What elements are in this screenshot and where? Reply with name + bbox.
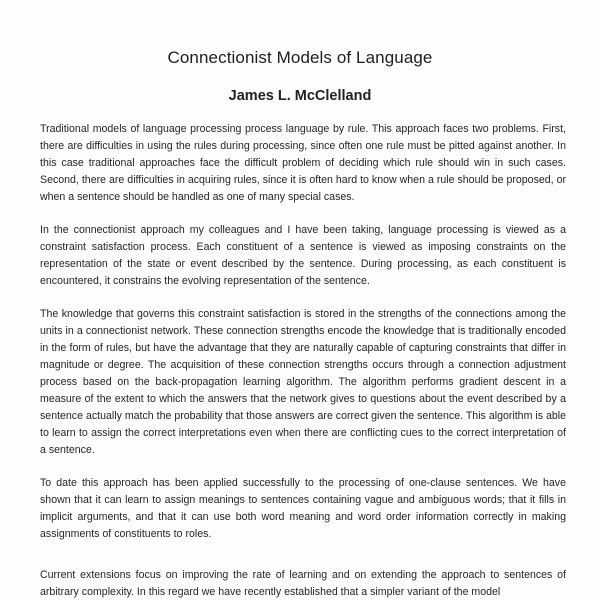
document-title: Connectionist Models of Language [167, 48, 433, 67]
paragraph-2: In the connectionist approach my colleagues and I have been taking, language processing is viewed as a constraint satisfaction process. Each constituent of a sentence is viewed as imposing constraints on the representation of the state or event described by the sentence. During processing, as each constituent is encountered, it constrains the evolving representation of the sentence. [40, 224, 566, 287]
paragraph-3: The knowledge that governs this constraint satisfaction is stored in the strengths of the connections among the units in a connectionist network. These connection strengths encode the knowledge that is traditionally encoded in the form of rules, but have the advantage that they are naturally capable of capturing constraints that differ in magnitude or degree. The acquisition of these connection strengths occurs through a connection adjustment process based on the back-propagation learning algorithm. The algorithm performs gradient descent in a measure of the extent to which the answers that the network gives to questions about the event described by a sentence actually match the probability that those answers are correct given the sentence. This algorithm is able to learn to assign the correct interpretations even when there are conflicting cues to the correct interpretation of a sentence. [40, 308, 566, 456]
paragraph-1: Traditional models of language processing process language by rule. This approach faces two problems. First, there are difficulties in using the rules during processing, since often one rule must be pitted against another. In this case traditional approaches face the difficult problem of deciding which rule should win in such cases. Second, there are difficulties in acquiring rules, since it is often hard to know when a rule should be proposed, or when a sentence should be handled as one of many special cases. [40, 123, 566, 203]
paragraph-4: To date this approach has been applied successfully to the processing of one-clause sentences. We have shown that it can learn to assign meanings to sentences containing vague and ambiguous words; that it fills in implicit arguments, and that it can use both word meaning and word order information correctly in making assignments of constituents to roles. [40, 477, 566, 540]
author-name: James L. McClelland [228, 88, 372, 104]
paragraph-5: Current extensions focus on improving the rate of learning and on extending the approach to sentences of arbitrary complexity. In this regard we have recently established that a simpler variant of the model [40, 569, 566, 598]
